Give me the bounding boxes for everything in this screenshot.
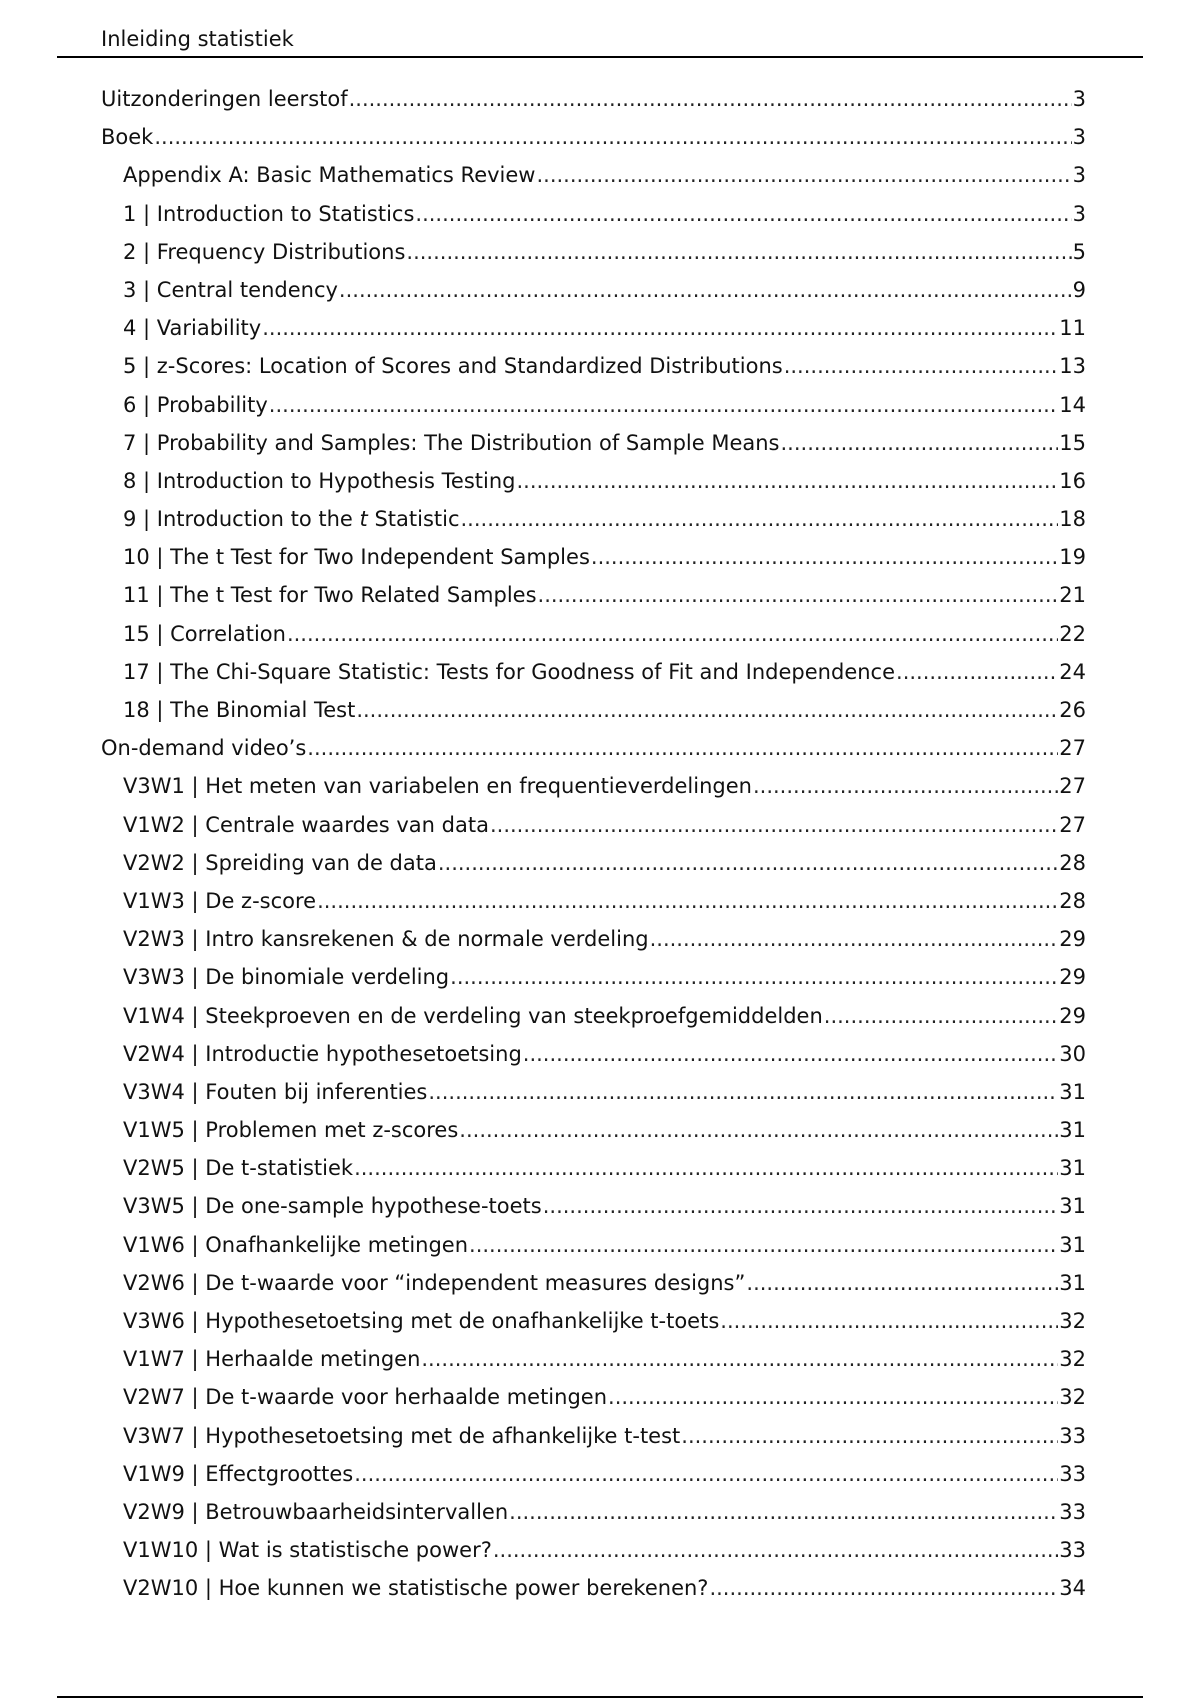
toc-page-number: 26 xyxy=(1059,698,1086,722)
toc-page-number: 27 xyxy=(1059,774,1086,799)
toc-dot-leader xyxy=(516,462,1058,500)
toc-page-number: 22 xyxy=(1059,621,1086,646)
toc-entry-title: V3W6 | Hypothesetoetsing met de onafhankelijke t-toets xyxy=(123,1309,720,1333)
toc-dot-leader xyxy=(509,1493,1058,1531)
toc-entry-title: V3W5 | De one-sample hypothese-toets xyxy=(123,1194,542,1219)
toc-page-number: 3 xyxy=(1072,163,1086,188)
toc-page-number: 31 xyxy=(1059,1194,1086,1219)
toc-subsection-entry[interactable] xyxy=(101,347,1086,385)
toc-dot-leader xyxy=(493,1531,1058,1569)
toc-entry-title: V3W7 | Hypothesetoetsing met de afhankelijke t-test xyxy=(123,1423,681,1448)
toc-dot-leader xyxy=(421,1340,1058,1378)
toc-subsection-entry[interactable] xyxy=(101,1035,1086,1073)
toc-dot-leader xyxy=(262,309,1058,347)
toc-entry-title: V1W4 | Steekproeven en de verdeling van steekproefgemiddelden xyxy=(123,1003,823,1028)
toc-entry-title: V2W4 | Introductie hypothesetoetsing xyxy=(123,1041,522,1066)
toc-subsection-entry[interactable] xyxy=(101,156,1086,194)
toc-page-number: 5 xyxy=(1072,239,1086,264)
toc-entry-title: 6 | Probability xyxy=(123,392,268,417)
toc-page-number: 31 xyxy=(1059,1079,1086,1104)
toc-subsection-entry[interactable] xyxy=(101,1455,1086,1493)
toc-entry-title: 8 | Introduction to Hypothesis Testing xyxy=(123,468,516,493)
document-title: Inleiding statistiek xyxy=(101,27,294,51)
toc-entry-title: V1W9 | Effectgroottes xyxy=(123,1461,354,1486)
toc-page-number: 29 xyxy=(1059,927,1086,952)
footer-rule xyxy=(57,1696,1143,1698)
toc-subsection-entry[interactable] xyxy=(101,1149,1086,1187)
toc-entry-title: V2W10 | Hoe kunnen we statistische power berekenen? xyxy=(123,1576,709,1601)
toc-section-entry[interactable] xyxy=(101,118,1086,156)
toc-dot-leader xyxy=(896,653,1058,691)
toc-subsection-entry[interactable] xyxy=(101,1111,1086,1149)
toc-subsection-entry[interactable] xyxy=(101,1569,1086,1607)
toc-subsection-entry[interactable] xyxy=(101,271,1086,309)
toc-page-number: 18 xyxy=(1059,507,1086,532)
toc-page-number: 34 xyxy=(1059,1576,1086,1601)
toc-dot-leader xyxy=(307,729,1058,767)
toc-entry-title xyxy=(123,500,460,538)
toc-page-number: 32 xyxy=(1059,1385,1086,1410)
toc-page-number: 31 xyxy=(1059,1118,1086,1143)
toc-page-number: 29 xyxy=(1059,965,1086,990)
header-rule xyxy=(57,56,1143,58)
toc-entry-title: 18 | The Binomial Test xyxy=(123,698,356,722)
toc-page-number: 24 xyxy=(1059,659,1086,684)
toc-dot-leader xyxy=(287,615,1058,653)
toc-section-entry[interactable] xyxy=(101,80,1086,118)
toc-dot-leader xyxy=(428,1073,1058,1111)
toc-dot-leader xyxy=(317,882,1058,920)
toc-entry-title: Boek xyxy=(101,125,154,150)
toc-page-number: 33 xyxy=(1059,1461,1086,1486)
toc-entry-title: V1W7 | Herhaalde metingen xyxy=(123,1347,421,1372)
toc-page-number: 33 xyxy=(1059,1538,1086,1563)
toc-subsection-entry[interactable] xyxy=(101,500,1086,538)
toc-page-number: 21 xyxy=(1059,583,1086,608)
toc-dot-leader xyxy=(461,500,1059,538)
toc-entry-title: V2W6 | De t-waarde voor “independent measures designs” xyxy=(123,1270,746,1295)
toc-subsection-entry[interactable] xyxy=(101,806,1086,844)
toc-entry-title: 7 | Probability and Samples: The Distribution of Sample Means xyxy=(123,430,780,455)
toc-subsection-entry[interactable] xyxy=(101,1340,1086,1378)
toc-entry-title: V1W3 | De z-score xyxy=(123,888,317,913)
toc-page-number: 29 xyxy=(1059,1003,1086,1028)
toc-entry-title: V2W7 | De t-waarde voor herhaalde metingen xyxy=(123,1385,608,1410)
toc-subsection-entry[interactable] xyxy=(101,767,1086,805)
toc-page-number: 31 xyxy=(1059,1232,1086,1257)
toc-dot-leader xyxy=(781,424,1059,462)
toc-subsection-entry[interactable] xyxy=(101,1302,1086,1340)
toc-entry-title: V1W5 | Problemen met z-scores xyxy=(123,1118,459,1143)
toc-dot-leader xyxy=(354,1149,1058,1187)
toc-entry-title: 4 | Variability xyxy=(123,316,262,341)
toc-dot-leader xyxy=(415,195,1071,233)
toc-subsection-entry[interactable] xyxy=(101,958,1086,996)
toc-dot-leader xyxy=(784,347,1059,385)
toc-subsection-entry[interactable] xyxy=(101,653,1086,691)
toc-entry-title: 5 | z-Scores: Location of Scores and Standardized Distributions xyxy=(123,354,783,379)
toc-page-number: 28 xyxy=(1059,888,1086,913)
toc-subsection-entry[interactable] xyxy=(101,538,1086,576)
toc-page-number: 14 xyxy=(1059,392,1086,417)
toc-entry-title: 1 | Introduction to Statistics xyxy=(123,201,415,226)
toc-section-entry[interactable] xyxy=(101,729,1086,767)
toc-page-number: 13 xyxy=(1059,354,1086,379)
toc-subsection-entry[interactable] xyxy=(101,1226,1086,1264)
toc-page-number: 31 xyxy=(1059,1156,1086,1181)
toc-entry-title: 15 | Correlation xyxy=(123,621,286,646)
toc-entry-title: V2W3 | Intro kansrekenen & de normale verdeling xyxy=(123,927,649,952)
toc-entry-title: 11 | The t Test for Two Related Samples xyxy=(123,583,537,608)
toc-page-number: 31 xyxy=(1059,1270,1086,1295)
toc-subsection-entry[interactable] xyxy=(101,576,1086,614)
toc-entry-title: 2 | Frequency Distributions xyxy=(123,239,406,264)
toc-entry-title: 10 | The t Test for Two Independent Samples xyxy=(123,545,590,570)
toc-entry-title: On-demand video’s xyxy=(101,736,307,761)
toc-dot-leader xyxy=(543,1187,1059,1225)
toc-subsection-entry[interactable] xyxy=(101,424,1086,462)
toc-dot-leader xyxy=(450,958,1058,996)
toc-entry-title: V1W2 | Centrale waardes van data xyxy=(123,812,489,837)
toc-entry-title: Uitzonderingen leerstof xyxy=(101,87,348,111)
toc-dot-leader xyxy=(354,1455,1058,1493)
toc-entry-title: V1W10 | Wat is statistische power? xyxy=(123,1538,492,1563)
toc-page-number: 27 xyxy=(1059,736,1086,761)
toc-dot-leader xyxy=(339,271,1072,309)
toc-page-number: 15 xyxy=(1059,430,1086,455)
toc-subsection-entry[interactable] xyxy=(101,1264,1086,1302)
toc-dot-leader xyxy=(650,920,1059,958)
toc-subsection-entry[interactable] xyxy=(101,882,1086,920)
toc-entry-title: 3 | Central tendency xyxy=(123,277,338,302)
toc-page-number: 30 xyxy=(1059,1041,1086,1066)
toc-dot-leader xyxy=(523,1035,1058,1073)
toc-dot-leader xyxy=(681,1417,1058,1455)
toc-subsection-entry[interactable] xyxy=(101,920,1086,958)
toc-entry-title: V2W9 | Betrouwbaarheidsintervallen xyxy=(123,1499,509,1524)
toc-subsection-entry[interactable] xyxy=(101,195,1086,233)
toc-entry-title: V3W1 | Het meten van variabelen en frequentieverdelingen xyxy=(123,774,752,799)
toc-entry-title: 17 | The Chi-Square Statistic: Tests for Goodness of Fit and Independence xyxy=(123,659,896,684)
toc-entry-title: V2W5 | De t-statistiek xyxy=(123,1156,354,1181)
toc-page-number: 28 xyxy=(1059,850,1086,875)
toc-dot-leader xyxy=(591,538,1058,576)
toc-page-number: 27 xyxy=(1059,812,1086,837)
toc-page-number: 3 xyxy=(1072,125,1086,150)
toc-subsection-entry[interactable] xyxy=(101,233,1086,271)
toc-dot-leader xyxy=(469,1226,1058,1264)
toc-dot-leader xyxy=(536,156,1071,194)
toc-dot-leader xyxy=(753,767,1058,805)
toc-dot-leader xyxy=(438,844,1058,882)
toc-entry-title: V3W4 | Fouten bij inferenties xyxy=(123,1079,428,1104)
toc-subsection-entry[interactable] xyxy=(101,1417,1086,1455)
toc-entry-title-prefix: 9 | Introduction to the xyxy=(123,507,360,532)
toc-subsection-entry[interactable] xyxy=(101,691,1086,729)
toc-dot-leader xyxy=(349,80,1072,118)
toc-subsection-entry[interactable] xyxy=(101,1531,1086,1569)
toc-subsection-entry[interactable] xyxy=(101,844,1086,882)
toc-dot-leader xyxy=(720,1302,1058,1340)
toc-page-number: 32 xyxy=(1059,1347,1086,1372)
toc-subsection-entry[interactable] xyxy=(101,997,1086,1035)
toc-entry-title: Appendix A: Basic Mathematics Review xyxy=(123,163,536,188)
toc-dot-leader xyxy=(154,118,1071,156)
toc-entry-title: V2W2 | Spreiding van de data xyxy=(123,850,437,875)
toc-dot-leader xyxy=(538,576,1059,614)
toc-page-number: 19 xyxy=(1059,545,1086,570)
toc-page-number: 11 xyxy=(1059,316,1086,341)
toc-page-number: 16 xyxy=(1059,468,1086,493)
toc-entry-title-italic: t xyxy=(359,507,368,532)
toc-subsection-entry[interactable] xyxy=(101,615,1086,653)
toc-page-number: 33 xyxy=(1059,1499,1086,1524)
toc-page-number: 33 xyxy=(1059,1423,1086,1448)
toc-dot-leader xyxy=(746,1264,1058,1302)
toc-subsection-entry[interactable] xyxy=(101,386,1086,424)
toc-subsection-entry[interactable] xyxy=(101,309,1086,347)
toc-page-number: 9 xyxy=(1072,277,1086,302)
toc-dot-leader xyxy=(406,233,1071,271)
toc-entry-title: V1W6 | Onafhankelijke metingen xyxy=(123,1232,469,1257)
table-of-contents xyxy=(101,80,1086,1608)
toc-page-number: 3 xyxy=(1072,201,1086,226)
toc-subsection-entry[interactable] xyxy=(101,462,1086,500)
toc-dot-leader xyxy=(269,386,1058,424)
toc-subsection-entry[interactable] xyxy=(101,1493,1086,1531)
toc-dot-leader xyxy=(490,806,1058,844)
toc-entry-title: V3W3 | De binomiale verdeling xyxy=(123,965,450,990)
toc-page-number: 32 xyxy=(1059,1309,1086,1333)
toc-dot-leader xyxy=(709,1569,1058,1607)
toc-dot-leader xyxy=(608,1378,1058,1416)
toc-dot-leader xyxy=(356,691,1058,729)
toc-dot-leader xyxy=(824,997,1059,1035)
toc-dot-leader xyxy=(459,1111,1058,1149)
toc-page-number: 3 xyxy=(1072,87,1086,111)
toc-subsection-entry[interactable] xyxy=(101,1187,1086,1225)
toc-entry-title-suffix: Statistic xyxy=(367,507,460,532)
toc-subsection-entry[interactable] xyxy=(101,1073,1086,1111)
toc-subsection-entry[interactable] xyxy=(101,1378,1086,1416)
